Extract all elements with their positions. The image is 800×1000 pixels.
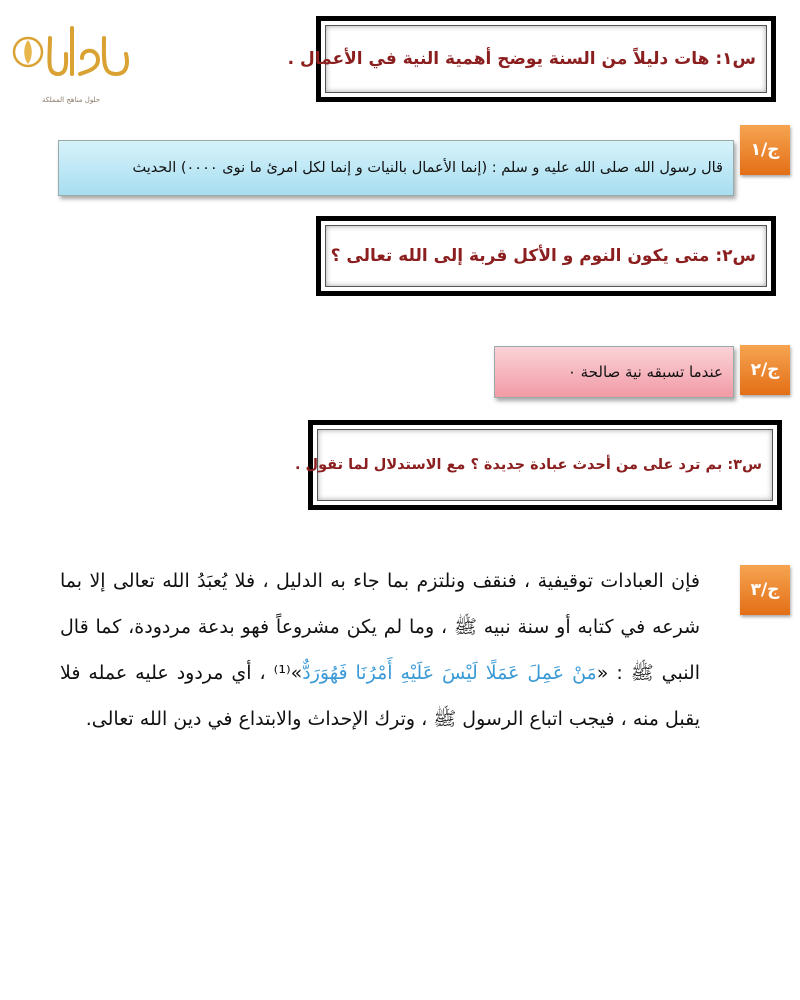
answer-1-tag: ج/١ <box>740 125 790 175</box>
hadith-quote: مَنْ عَمِلَ عَمَلًا لَيْسَ عَلَيْهِ أَمْرُنَا فَهُوَرَدٌّ <box>302 662 597 684</box>
answer-3-text-after: »⁽¹⁾ ، أي مردود عليه عمله فلا يقبل منه ، فيجب اتباع الرسول ﷺ ، وترك الإحداث والابتداع في دين الله تعالى. <box>60 662 700 730</box>
answer-3-tag: ج/٣ <box>740 565 790 615</box>
question-3-text: س٣: بم ترد على من أحدث عبادة جديدة ؟ مع الاستدلال لما تقول . <box>294 457 762 473</box>
question-3-box <box>294 420 782 510</box>
answer-2-text: عندما تسبقه نية صالحة ٠ <box>567 363 723 381</box>
answer-1-text: قال رسول الله صلى الله عليه و سلم : (إنما الأعمال بالنيات و إنما لكل امرئ ما نوى ٠٠٠٠) الحديث <box>132 160 723 176</box>
question-2-text: س٢: متى يكون النوم و الأكل قربة إلى الله تعالى ؟ <box>330 246 756 266</box>
answer-2-box <box>494 346 734 398</box>
question-2-box <box>316 216 776 296</box>
question-1-box <box>287 16 776 102</box>
site-logo <box>6 8 138 104</box>
answer-3-paragraph <box>60 558 700 742</box>
logo-mark-icon <box>6 8 138 98</box>
question-1-text: س١: هات دليلاً من السنة يوضح أهمية النية في الأعمال . <box>287 49 756 69</box>
answer-1-box <box>58 140 734 196</box>
logo-subtitle: حلول مناهج المملكة <box>42 96 101 104</box>
answer-3-text-before: فإن العبادات توقيفية ، فنقف ونلتزم بما جاء به الدليل ، فلا يُعبَدُ الله تعالى إلا بما شرعه في كتابه أو سنة نبيه ﷺ ، وما لم يكن مشروعاً فهو بدعة مردودة، كما قال النبي ﷺ : « <box>60 570 700 684</box>
answer-2-tag: ج/٢ <box>740 345 790 395</box>
